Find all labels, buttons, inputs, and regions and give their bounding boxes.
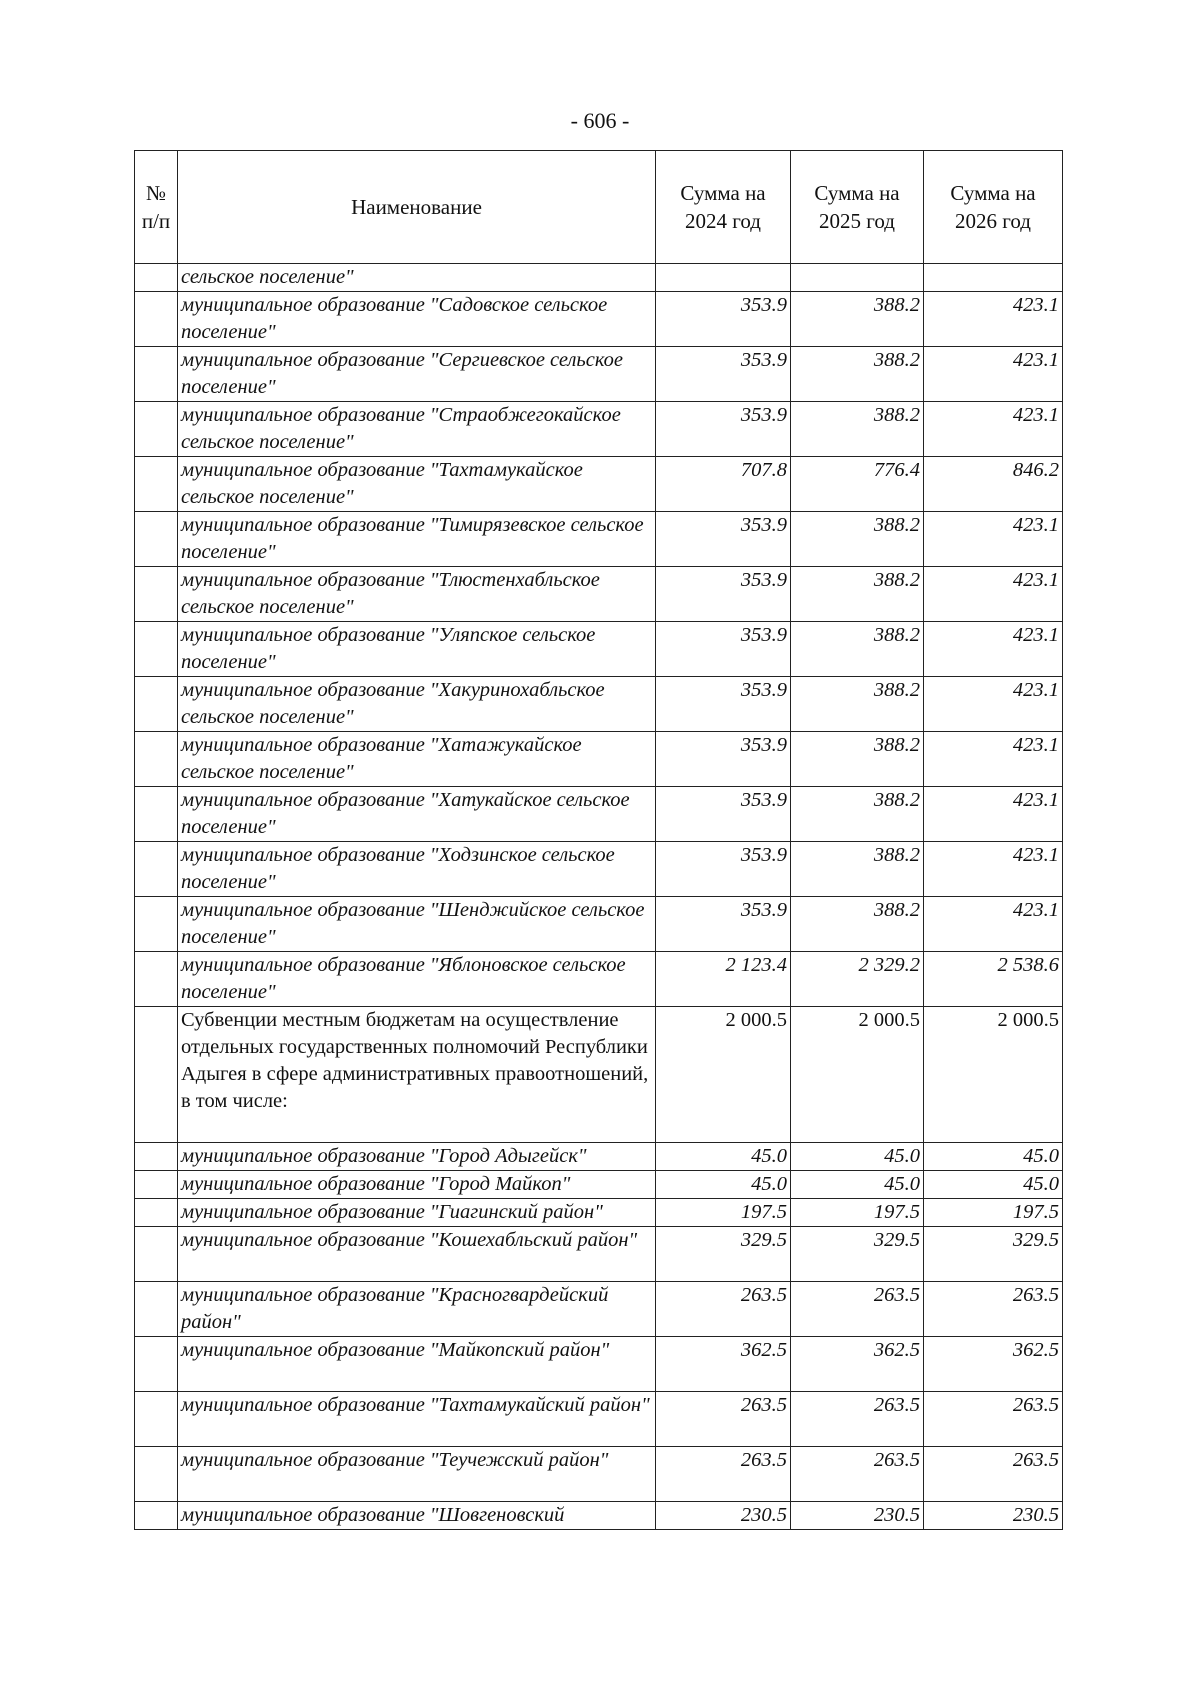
table-row [135, 897, 1063, 952]
row-num [135, 897, 178, 952]
row-2026: 423.1 [924, 897, 1063, 952]
row-2025: 388.2 [791, 567, 924, 622]
row-name: муниципальное образование "Тлюстенхабльское сельское поселение" [178, 567, 656, 622]
row-num [135, 1337, 178, 1392]
row-2025: 263.5 [791, 1282, 924, 1337]
row-2024: 353.9 [656, 677, 791, 732]
row-2026: 423.1 [924, 622, 1063, 677]
row-num [135, 842, 178, 897]
table-row [135, 567, 1063, 622]
row-2026: 2 000.5 [924, 1007, 1063, 1143]
row-2026: 423.1 [924, 732, 1063, 787]
row-num [135, 512, 178, 567]
page-number: - 606 - [570, 108, 630, 133]
table-row [135, 1337, 1063, 1392]
row-2026: 423.1 [924, 512, 1063, 567]
row-2024: 353.9 [656, 622, 791, 677]
row-2025: 45.0 [791, 1143, 924, 1171]
row-name: муниципальное образование "Шенджийское сельское поселение" [178, 897, 656, 952]
row-2024: 197.5 [656, 1199, 791, 1227]
row-name: муниципальное образование "Тимирязевское сельское поселение" [178, 512, 656, 567]
row-name: муниципальное образование "Хатажукайское сельское поселение" [178, 732, 656, 787]
row-2024: 329.5 [656, 1227, 791, 1282]
row-2026: 423.1 [924, 292, 1063, 347]
row-2024: 362.5 [656, 1337, 791, 1392]
row-2024 [656, 264, 791, 292]
table-row [135, 622, 1063, 677]
table-row [135, 952, 1063, 1007]
table-row [135, 677, 1063, 732]
table-row [135, 1171, 1063, 1199]
row-2025: 388.2 [791, 512, 924, 567]
row-2025: 263.5 [791, 1447, 924, 1502]
row-name: муниципальное образование "Город Майкоп" [178, 1171, 656, 1199]
row-name: сельское поселение" [178, 264, 656, 292]
header-name: Наименование [178, 151, 656, 264]
row-num [135, 1447, 178, 1502]
table-row [135, 787, 1063, 842]
header-2024: Сумма на 2024 год [656, 151, 791, 264]
row-2025: 263.5 [791, 1392, 924, 1447]
row-name: муниципальное образование "Кошехабльский район" [178, 1227, 656, 1282]
row-2026: 329.5 [924, 1227, 1063, 1282]
row-2024: 45.0 [656, 1143, 791, 1171]
row-2026: 423.1 [924, 402, 1063, 457]
row-2026: 423.1 [924, 842, 1063, 897]
row-2025: 230.5 [791, 1502, 924, 1530]
row-num [135, 1171, 178, 1199]
row-2024: 707.8 [656, 457, 791, 512]
row-name: муниципальное образование "Теучежский район" [178, 1447, 656, 1502]
row-name: Субвенции местным бюджетам на осуществление отдельных государственных полномочий Республики Адыгея в сфере административных правоотношений, в том числе: [178, 1007, 656, 1143]
row-2024: 353.9 [656, 897, 791, 952]
header-2026: Сумма на 2026 год [924, 151, 1063, 264]
table-row [135, 1447, 1063, 1502]
table-row [135, 512, 1063, 567]
row-num [135, 402, 178, 457]
row-2024: 263.5 [656, 1392, 791, 1447]
row-name: муниципальное образование "Город Адыгейск" [178, 1143, 656, 1171]
row-2025: 388.2 [791, 897, 924, 952]
row-num [135, 292, 178, 347]
row-name: муниципальное образование "Хатукайское сельское поселение" [178, 787, 656, 842]
row-num [135, 1502, 178, 1530]
row-2026: 423.1 [924, 787, 1063, 842]
row-2024: 353.9 [656, 347, 791, 402]
header-2025: Сумма на 2025 год [791, 151, 924, 264]
row-2025: 388.2 [791, 732, 924, 787]
row-name: муниципальное образование "Уляпское сельское поселение" [178, 622, 656, 677]
row-2025: 362.5 [791, 1337, 924, 1392]
row-2026: 423.1 [924, 677, 1063, 732]
row-2024: 2 123.4 [656, 952, 791, 1007]
row-name: муниципальное образование "Тахтамукайский район" [178, 1392, 656, 1447]
row-2025: 329.5 [791, 1227, 924, 1282]
table-row [135, 457, 1063, 512]
table-row [135, 292, 1063, 347]
row-num [135, 787, 178, 842]
row-2024: 353.9 [656, 732, 791, 787]
row-2024: 353.9 [656, 787, 791, 842]
row-2024: 353.9 [656, 512, 791, 567]
row-num [135, 1199, 178, 1227]
row-2025: 388.2 [791, 347, 924, 402]
row-2024: 353.9 [656, 567, 791, 622]
row-2026: 230.5 [924, 1502, 1063, 1530]
row-2026: 846.2 [924, 457, 1063, 512]
table-row [135, 1502, 1063, 1530]
row-name: муниципальное образование "Ходзинское сельское поселение" [178, 842, 656, 897]
row-2026: 197.5 [924, 1199, 1063, 1227]
budget-table [134, 150, 1063, 1530]
row-name: муниципальное образование "Красногвардейский район" [178, 1282, 656, 1337]
row-num [135, 1282, 178, 1337]
row-2025: 388.2 [791, 292, 924, 347]
row-2024: 353.9 [656, 292, 791, 347]
row-name: муниципальное образование "Тахтамукайское сельское поселение" [178, 457, 656, 512]
row-2026: 423.1 [924, 567, 1063, 622]
row-2025: 2 329.2 [791, 952, 924, 1007]
table-row [135, 732, 1063, 787]
table-row-subventions [135, 1007, 1063, 1143]
row-num [135, 457, 178, 512]
row-2026: 423.1 [924, 347, 1063, 402]
table-header [135, 151, 1063, 264]
table-row [135, 1227, 1063, 1282]
row-name: муниципальное образование "Хакуринохабльское сельское поселение" [178, 677, 656, 732]
row-num [135, 1007, 178, 1143]
table-row [135, 264, 1063, 292]
row-name: муниципальное образование "Гиагинский район" [178, 1199, 656, 1227]
row-2025: 388.2 [791, 622, 924, 677]
row-2024: 2 000.5 [656, 1007, 791, 1143]
row-2025: 197.5 [791, 1199, 924, 1227]
table-body [135, 264, 1063, 1530]
row-num [135, 567, 178, 622]
row-2024: 263.5 [656, 1282, 791, 1337]
row-num [135, 732, 178, 787]
header-row [135, 151, 1063, 264]
row-num [135, 1392, 178, 1447]
row-2024: 45.0 [656, 1171, 791, 1199]
row-name: муниципальное образование "Садовское сельское поселение" [178, 292, 656, 347]
row-2024: 353.9 [656, 842, 791, 897]
row-num [135, 347, 178, 402]
row-num [135, 264, 178, 292]
row-2025: 388.2 [791, 842, 924, 897]
table-row [135, 402, 1063, 457]
row-2024: 353.9 [656, 402, 791, 457]
row-2025: 45.0 [791, 1171, 924, 1199]
table-row [135, 1143, 1063, 1171]
row-name: муниципальное образование "Сергиевское сельское поселение" [178, 347, 656, 402]
row-2026: 45.0 [924, 1143, 1063, 1171]
table-row [135, 1282, 1063, 1337]
row-name: муниципальное образование "Шовгеновский [178, 1502, 656, 1530]
row-2026 [924, 264, 1063, 292]
row-num [135, 952, 178, 1007]
row-2024: 263.5 [656, 1447, 791, 1502]
row-num [135, 1143, 178, 1171]
table-row [135, 1392, 1063, 1447]
row-2026: 263.5 [924, 1392, 1063, 1447]
row-num [135, 677, 178, 732]
row-2025: 776.4 [791, 457, 924, 512]
table-row [135, 842, 1063, 897]
row-2024: 230.5 [656, 1502, 791, 1530]
row-num [135, 1227, 178, 1282]
row-name: муниципальное образование "Майкопский район" [178, 1337, 656, 1392]
row-2026: 45.0 [924, 1171, 1063, 1199]
table-row [135, 347, 1063, 402]
table-row [135, 1199, 1063, 1227]
row-2025: 388.2 [791, 402, 924, 457]
row-2026: 263.5 [924, 1447, 1063, 1502]
row-2025: 2 000.5 [791, 1007, 924, 1143]
row-2026: 362.5 [924, 1337, 1063, 1392]
row-name: муниципальное образование "Страобжегокайское сельское поселение" [178, 402, 656, 457]
row-2025 [791, 264, 924, 292]
header-num: № п/п [135, 151, 178, 264]
row-name: муниципальное образование "Яблоновское сельское поселение" [178, 952, 656, 1007]
row-2025: 388.2 [791, 787, 924, 842]
row-2026: 2 538.6 [924, 952, 1063, 1007]
row-2026: 263.5 [924, 1282, 1063, 1337]
row-2025: 388.2 [791, 677, 924, 732]
row-num [135, 622, 178, 677]
